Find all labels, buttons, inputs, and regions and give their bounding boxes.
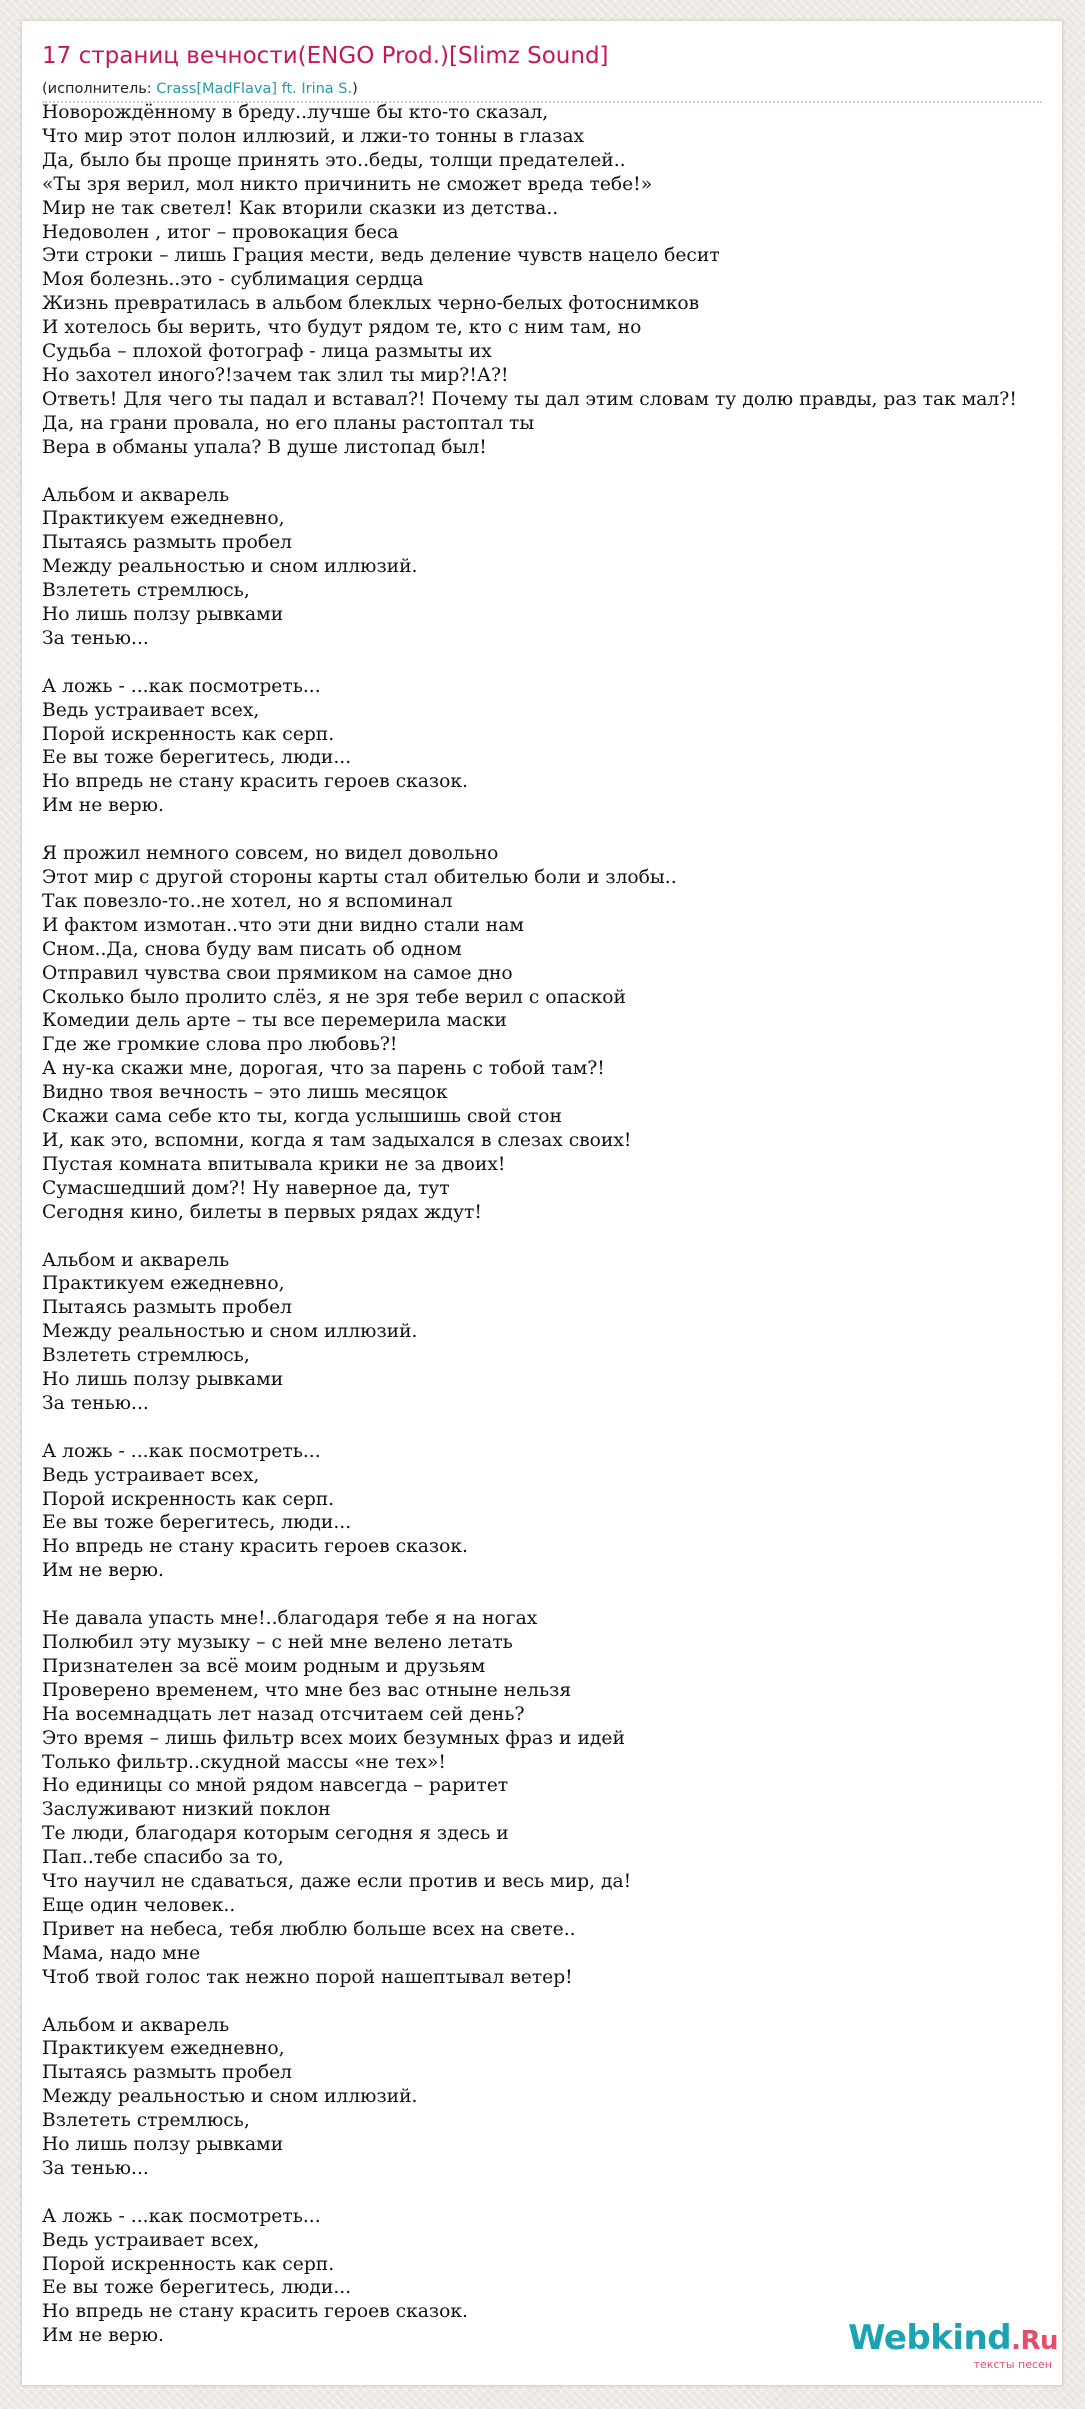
lyric-line: Ведь устраивает всех, <box>42 1464 260 1486</box>
lyric-line: Вера в обманы упала? В душе листопад был! <box>42 436 487 458</box>
lyric-line: Сегодня кино, билеты в первых рядах ждут! <box>42 1201 482 1223</box>
lyric-line: И, как это, вспомни, когда я там задыхался в слезах своих! <box>42 1129 632 1151</box>
lyric-line: Чтоб твой голос так нежно порой нашептывал ветер! <box>42 1966 573 1988</box>
lyric-line: Да, было бы проще принять это..беды, толщи предателей.. <box>42 149 626 171</box>
lyric-line: Между реальностью и сном иллюзий. <box>42 2086 418 2108</box>
lyric-line: Между реальностью и сном иллюзий. <box>42 556 418 578</box>
lyric-line: Что мир этот полон иллюзий, и лжи-то тонны в глазах <box>42 125 585 147</box>
lyric-line: Порой искренность как серп. <box>42 1488 335 1510</box>
lyric-line: Не давала упасть мне!..благодаря тебе я на ногах <box>42 1608 538 1630</box>
logo-tagline: тексты песен <box>973 2358 1052 2371</box>
lyric-line: Альбом и акварель <box>42 484 230 506</box>
lyric-line: Судьба – плохой фотограф - лица размыты их <box>42 341 492 363</box>
lyric-line: А ложь - ...как посмотреть... <box>42 1440 321 1462</box>
lyric-line: Пытаясь размыть пробел <box>42 532 293 554</box>
lyric-line: Пытаясь размыть пробел <box>42 2062 293 2084</box>
lyric-line: Практикуем ежедневно, <box>42 2038 285 2060</box>
lyric-line: Сном..Да, снова буду вам писать об одном <box>42 938 462 960</box>
lyric-line: Это время – лишь фильтр всех моих безумных фраз и идей <box>42 1727 625 1749</box>
lyric-line: Порой искренность как серп. <box>42 723 335 745</box>
lyric-line: Мир не так светел! Как вторили сказки из детства.. <box>42 197 559 219</box>
stanza-break <box>42 651 1063 675</box>
lyric-line: Видно твоя вечность – это лишь месяцок <box>42 1082 448 1104</box>
lyric-line: А ложь - ...как посмотреть... <box>42 2205 321 2227</box>
lyric-line: Пап..тебе спасибо за то, <box>42 1847 284 1869</box>
lyric-line: Привет на небеса, тебя люблю больше всех на свете.. <box>42 1918 576 1940</box>
lyric-line: Практикуем ежедневно, <box>42 508 285 530</box>
lyric-line: Взлететь стремлюсь, <box>42 1345 250 1367</box>
stanza-break <box>42 2181 1063 2205</box>
lyric-line: Ее вы тоже берегитесь, люди... <box>42 747 352 769</box>
lyric-line: Ее вы тоже берегитесь, люди... <box>42 1512 352 1534</box>
artist-link[interactable]: Crass[MadFlava] ft. Irina S. <box>156 81 353 97</box>
lyric-line: Моя болезнь..это - сублимация сердца <box>42 269 424 291</box>
lyrics-text <box>42 101 1063 2348</box>
lyric-line: Но лишь ползу рывками <box>42 2134 284 2156</box>
lyric-line: Ее вы тоже берегитесь, люди... <box>42 2277 352 2299</box>
lyric-line: Им не верю. <box>42 795 164 817</box>
lyric-line: Что научил не сдаваться, даже если против и весь мир, да! <box>42 1871 632 1893</box>
stanza-break <box>42 818 1063 842</box>
artist-line <box>42 79 358 99</box>
lyric-line: Отправил чувства свои прямиком на самое дно <box>42 962 513 984</box>
artist-prefix: (исполнитель: <box>42 81 157 97</box>
lyric-line: Проверено временем, что мне без вас отныне нельзя <box>42 1679 572 1701</box>
lyric-line: Ответь! Для чего ты падал и вставал?! Почему ты дал этим словам ту долю правды, раз так мал?! <box>42 388 1017 410</box>
lyric-line: Взлететь стремлюсь, <box>42 580 250 602</box>
lyric-line: Мама, надо мне <box>42 1942 201 1964</box>
lyric-line: За тенью... <box>42 627 149 649</box>
lyric-line: Признателен за всё моим родным и друзьям <box>42 1655 486 1677</box>
lyric-line: Но лишь ползу рывками <box>42 1369 284 1391</box>
lyric-line: Но захотел иного?!зачем так злил ты мир?!А?! <box>42 364 509 386</box>
logo-tld: .Ru <box>1011 2326 1058 2356</box>
lyric-line: А ну-ка скажи мне, дорогая, что за парень с тобой там?! <box>42 1058 605 1080</box>
lyric-line: А ложь - ...как посмотреть... <box>42 675 321 697</box>
lyric-line: Жизнь превратилась в альбом блеклых черно-белых фотоснимков <box>42 293 700 315</box>
lyric-line: Но впредь не стану красить героев сказок. <box>42 771 468 793</box>
song-title: 17 страниц вечности(ENGO Prod.)[Slimz Sound] <box>42 43 609 69</box>
lyric-line: Ведь устраивает всех, <box>42 2229 260 2251</box>
lyric-line: Где же громкие слова про любовь?! <box>42 1034 398 1056</box>
lyric-line: И фактом измотан..что эти дни видно стали нам <box>42 914 524 936</box>
lyric-line: На восемнадцать лет назад отсчитаем сей день? <box>42 1703 525 1725</box>
lyric-line: «Ты зря верил, мол никто причинить не сможет вреда тебе!» <box>42 173 653 195</box>
lyric-line: Но лишь ползу рывками <box>42 604 284 626</box>
lyric-line: Сумасшедший дом?! Ну наверное да, тут <box>42 1177 450 1199</box>
lyric-line: Скажи сама себе кто ты, когда услышишь свой стон <box>42 1106 562 1128</box>
lyric-line: Пытаясь размыть пробел <box>42 1297 293 1319</box>
lyric-line: Еще один человек.. <box>42 1894 236 1916</box>
lyric-line: Практикуем ежедневно, <box>42 1273 285 1295</box>
webkind-logo[interactable] <box>848 2320 1058 2371</box>
lyric-line: Ведь устраивает всех, <box>42 699 260 721</box>
lyric-line: Взлететь стремлюсь, <box>42 2110 250 2132</box>
stanza-break <box>42 460 1063 484</box>
lyric-line: Только фильтр..скудной массы «не тех»! <box>42 1751 446 1773</box>
lyric-line: Им не верю. <box>42 1560 164 1582</box>
lyric-line: Так повезло-то..не хотел, но я вспоминал <box>42 890 453 912</box>
stanza-break <box>42 1416 1063 1440</box>
lyric-line: Альбом и акварель <box>42 1249 230 1271</box>
lyric-line: И хотелось бы верить, что будут рядом те, кто с ним там, но <box>42 317 642 339</box>
lyric-line: Те люди, благодаря которым сегодня я здесь и <box>42 1823 509 1845</box>
lyric-line: Пустая комната впитывала крики не за двоих! <box>42 1153 506 1175</box>
lyric-line: Этот мир с другой стороны карты стал обителью боли и злобы.. <box>42 867 677 888</box>
lyric-line: Альбом и акварель <box>42 2014 230 2036</box>
lyric-line: Но единицы со мной рядом навсегда – раритет <box>42 1775 509 1797</box>
lyric-line: Но впредь не стану красить героев сказок. <box>42 2301 468 2323</box>
logo-brand: Webkind <box>848 2318 1012 2358</box>
lyric-line: За тенью... <box>42 1392 149 1414</box>
lyric-line: Недоволен , итог – провокация беса <box>42 221 399 243</box>
lyrics-card <box>21 20 1063 2386</box>
lyric-line: Комедии дель арте – ты все перемерила маски <box>42 1010 507 1032</box>
lyric-line: Между реальностью и сном иллюзий. <box>42 1321 418 1343</box>
lyric-line: Да, на грани провала, но его планы растоптал ты <box>42 412 535 434</box>
stanza-break <box>42 1225 1063 1249</box>
lyric-line: Я прожил немного совсем, но видел довольно <box>42 843 499 865</box>
artist-suffix: ) <box>352 81 358 97</box>
stanza-break <box>42 1583 1063 1607</box>
lyric-line: Эти строки – лишь Грация мести, ведь деление чувств нацело бесит <box>42 245 720 267</box>
lyric-line: Заслуживают низкий поклон <box>42 1799 331 1821</box>
lyric-line: Новорождённому в бреду..лучше бы кто-то сказал, <box>42 102 549 123</box>
lyric-line: Порой искренность как серп. <box>42 2253 335 2275</box>
lyric-line: За тенью... <box>42 2157 149 2179</box>
lyric-line: Полюбил эту музыку – с ней мне велено летать <box>42 1632 513 1653</box>
stanza-break <box>42 1990 1063 2014</box>
lyric-line: Но впредь не стану красить героев сказок. <box>42 1536 468 1558</box>
lyric-line: Сколько было пролито слёз, я не зря тебе верил с опаской <box>42 986 626 1008</box>
lyric-line: Им не верю. <box>42 2325 164 2347</box>
